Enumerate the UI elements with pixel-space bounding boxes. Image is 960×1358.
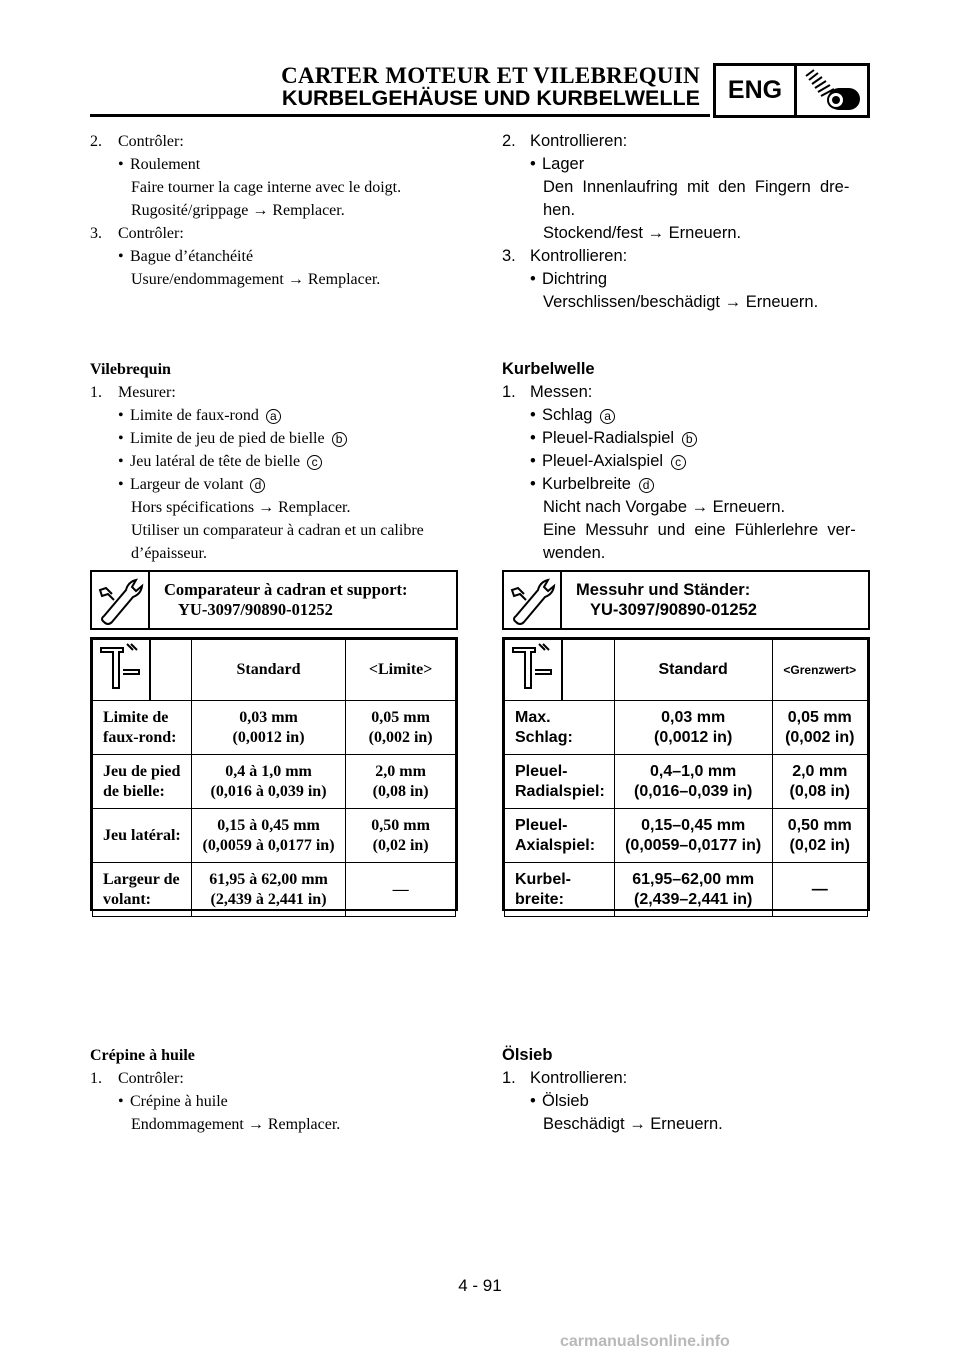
spec-standard-in: (0,016 à 0,039 in): [210, 782, 327, 800]
section-heading: Ölsieb: [502, 1046, 553, 1064]
spec-limit-in: (0,02 in): [789, 836, 850, 854]
spec-row: [505, 863, 868, 917]
detail-text: Stockend/fest → Erneuern.: [543, 224, 742, 242]
detail-text: d’épaisseur.: [131, 545, 207, 562]
de-section-crankshaft: [502, 358, 872, 565]
step-label: Messen:: [530, 383, 593, 401]
detail-text: wenden.: [543, 544, 606, 562]
detail-text: Eine Messuhr und eine Fühlerlehre ver-: [543, 521, 856, 539]
bullet-text: Lager: [542, 155, 585, 173]
fr-section-crankshaft: [90, 358, 460, 565]
spec-standard: 61,95–62,00 mm: [632, 870, 755, 888]
spec-label: Max.: [515, 708, 551, 726]
detail-text: Utiliser un comparateur à cadran et un calibre: [131, 522, 424, 539]
spec-row: [505, 755, 868, 809]
detail-text: Rugosité/grippage → Remplacer.: [131, 202, 345, 219]
engine-wrench-icon: [800, 68, 866, 114]
de-spec-table: [502, 637, 870, 911]
step-number: 1.: [502, 1069, 516, 1087]
spec-standard-in: (2,439 à 2,441 in): [210, 890, 327, 908]
spec-label: Pleuel-: [515, 762, 568, 780]
spec-header-standard: Standard: [191, 640, 345, 701]
de-section-check: [502, 130, 872, 314]
spec-header-standard: Standard: [614, 640, 772, 701]
bullet: •: [530, 155, 536, 173]
detail-text: hen.: [543, 201, 576, 219]
step-number: 1.: [90, 1070, 102, 1087]
fr-spec-table: [90, 637, 458, 911]
bullet: •: [118, 1093, 124, 1110]
de-section-oil-strainer: [502, 1044, 872, 1136]
spec-limit: 2,0 mm: [375, 762, 426, 780]
spec-label: de bielle:: [103, 782, 165, 800]
spec-standard-in: (0,0059–0,0177 in): [625, 836, 762, 854]
badge-divider: [794, 66, 797, 115]
tool-name: Comparateur à cadran et support:: [164, 580, 408, 599]
spec-limit: —: [811, 880, 828, 898]
spec-label: Axialspiel:: [515, 836, 596, 854]
step-number: 2.: [502, 132, 516, 150]
fr-section-oil-strainer: [90, 1044, 460, 1136]
marker-c: c: [671, 455, 686, 470]
spec-limit-in: (0,002 in): [368, 728, 433, 746]
spec-standard-in: (2,439–2,441 in): [634, 890, 753, 908]
spec-label: Kurbel-: [515, 870, 571, 888]
bullet: •: [118, 453, 124, 470]
marker-a: a: [600, 409, 615, 424]
bullet: •: [530, 270, 536, 288]
spec-limit-in: (0,02 in): [372, 836, 429, 854]
eng-section-badge: [713, 63, 870, 118]
spec-limit: 0,05 mm: [371, 708, 430, 726]
spec-limit-in: (0,08 in): [789, 782, 850, 800]
tool-part-number: YU-3097/90890-01252: [178, 600, 333, 619]
bullet-text: Crépine à huile: [130, 1093, 228, 1110]
caliper-icon: [505, 640, 559, 694]
bullet: •: [118, 476, 124, 493]
spec-row: [93, 809, 456, 863]
spec-limit: —: [392, 880, 409, 898]
spec-standard-in: (0,0059 à 0,0177 in): [202, 836, 335, 854]
spec-row: [505, 701, 868, 755]
bullet-text: Roulement: [130, 156, 201, 173]
detail-text: Verschlissen/beschädigt → Erneuern.: [543, 293, 819, 311]
header-rule: [90, 114, 710, 117]
spec-limit: 0,50 mm: [371, 816, 430, 834]
spec-standard: 0,03 mm: [239, 708, 298, 726]
tool-part-number: YU-3097/90890-01252: [590, 601, 757, 619]
marker-c: c: [307, 455, 322, 470]
detail-text: Usure/endommagement → Remplacer.: [131, 271, 381, 288]
bullet: •: [118, 156, 124, 173]
page-number: 4 - 91: [458, 1276, 502, 1295]
spec-label: Jeu de pied: [103, 762, 181, 780]
bullet: •: [530, 1092, 536, 1110]
step-number: 3.: [502, 247, 516, 265]
bullet: •: [118, 407, 124, 424]
spec-standard-in: (0,0012 in): [654, 728, 733, 746]
de-special-tool-box: [502, 570, 870, 630]
section-heading: Crépine à huile: [90, 1047, 195, 1064]
bullet: •: [118, 430, 124, 447]
watermark: carmanualsonline.info: [560, 1333, 730, 1350]
bullet-text: Kurbelbreite: [542, 475, 631, 493]
step-label: Kontrollieren:: [530, 132, 628, 150]
fr-special-tool-box: [90, 570, 458, 630]
step-label: Mesurer:: [118, 384, 176, 401]
marker-b: b: [332, 432, 347, 447]
step-number: 1.: [90, 384, 102, 401]
bullet-text: Pleuel-Axialspiel: [542, 452, 664, 470]
section-heading: Kurbelwelle: [502, 360, 595, 378]
detail-text: Hors spécifications → Remplacer.: [131, 499, 351, 516]
step-label: Contrôler:: [118, 133, 184, 150]
section-heading: Vilebrequin: [90, 361, 171, 378]
header-title-de: KURBELGEHÄUSE UND KURBELWELLE: [281, 86, 700, 110]
bullet: •: [530, 429, 536, 447]
spec-standard: 0,4 à 1,0 mm: [225, 762, 312, 780]
marker-a: a: [266, 409, 281, 424]
caliper-icon: [93, 640, 147, 694]
spec-limit: 0,05 mm: [787, 708, 852, 726]
spec-limit-in: (0,08 in): [372, 782, 429, 800]
spec-header-limit: <Grenzwert>: [772, 640, 867, 701]
spec-limit: 0,50 mm: [787, 816, 852, 834]
spec-label: Largeur de: [103, 870, 180, 888]
fr-section-check: [90, 130, 460, 291]
spec-label: Limite de: [103, 708, 169, 726]
step-number: 3.: [90, 225, 102, 242]
special-tool-icon: [92, 572, 148, 628]
spec-standard-in: (0,0012 in): [232, 728, 305, 746]
spec-label: faux-rond:: [103, 728, 177, 746]
detail-text: Beschädigt → Erneuern.: [543, 1115, 723, 1133]
marker-d: d: [639, 478, 654, 493]
spec-row: [93, 863, 456, 917]
step-label: Contrôler:: [118, 1070, 184, 1087]
bullet-text: Jeu latéral de tête de bielle: [130, 453, 301, 470]
bullet: •: [530, 452, 536, 470]
bullet-text: Pleuel-Radialspiel: [542, 429, 675, 447]
spec-row: [505, 809, 868, 863]
detail-text: Nicht nach Vorgabe → Erneuern.: [543, 498, 786, 516]
spec-row: [93, 701, 456, 755]
step-number: 1.: [502, 383, 516, 401]
bullet: •: [530, 406, 536, 424]
bullet-text: Dichtring: [542, 270, 608, 288]
spec-standard-in: (0,016–0,039 in): [634, 782, 753, 800]
spec-standard: 61,95 à 62,00 mm: [209, 870, 328, 888]
bullet-text: Limite de faux-rond: [130, 407, 259, 424]
step-number: 2.: [90, 133, 102, 150]
step-label: Kontrollieren:: [530, 247, 628, 265]
tool-name: Messuhr und Ständer:: [576, 581, 751, 599]
detail-text: Endommagement → Remplacer.: [131, 1116, 341, 1133]
spec-limit: 2,0 mm: [792, 762, 848, 780]
eng-label: ENG: [727, 76, 783, 104]
special-tool-icon: [504, 572, 560, 628]
spec-limit-in: (0,002 in): [785, 728, 855, 746]
marker-d: d: [250, 478, 265, 493]
spec-row: [93, 755, 456, 809]
bullet-text: Largeur de volant: [130, 476, 244, 493]
spec-label: breite:: [515, 890, 564, 908]
spec-standard: 0,03 mm: [661, 708, 726, 726]
spec-label: Pleuel-: [515, 816, 568, 834]
bullet-text: Ölsieb: [542, 1092, 589, 1110]
spec-label: Jeu latéral:: [103, 826, 181, 844]
detail-text: Den Innenlaufring mit den Fingern dre-: [543, 178, 850, 196]
detail-text: Faire tourner la cage interne avec le doigt.: [131, 179, 402, 196]
bullet-text: Schlag: [542, 406, 593, 424]
bullet: •: [530, 475, 536, 493]
spec-header-limit: <Limite>: [346, 640, 456, 701]
header-title-fr: CARTER MOTEUR ET VILEBREQUIN: [281, 63, 700, 88]
spec-label: volant:: [103, 890, 151, 908]
bullet-text: Limite de jeu de pied de bielle: [130, 430, 325, 447]
step-label: Kontrollieren:: [530, 1069, 628, 1087]
step-label: Contrôler:: [118, 225, 184, 242]
spec-standard: 0,4–1,0 mm: [650, 762, 737, 780]
spec-label: Schlag:: [515, 728, 573, 746]
marker-b: b: [682, 432, 697, 447]
bullet: •: [118, 248, 124, 265]
spec-label: Radialspiel:: [515, 782, 605, 800]
spec-standard: 0,15 à 0,45 mm: [217, 816, 320, 834]
spec-standard: 0,15–0,45 mm: [641, 816, 746, 834]
bullet-text: Bague d’étanchéité: [130, 248, 254, 265]
